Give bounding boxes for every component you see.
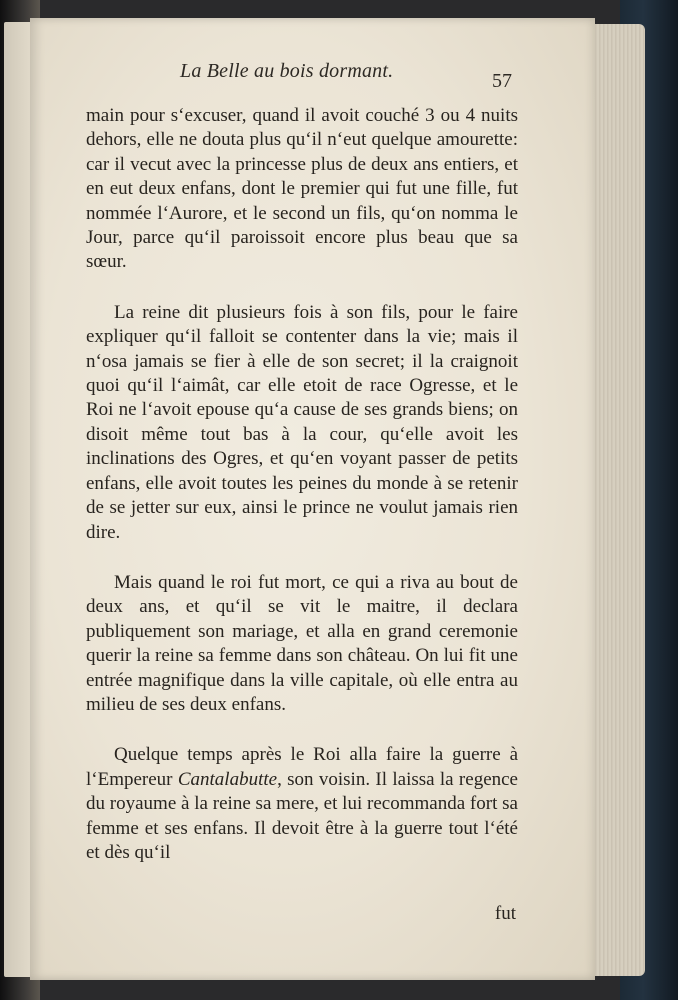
page-number: 57 bbox=[492, 70, 512, 92]
paragraph-3: Mais quand le roi fut mort, ce qui a riva au bout de deux ans, et qu‘il se vit le maitre, il declara publiquement son mariage, et alla en grand ceremonie querir la reine sa femme dans son château. On lui fit une entrée magnifique dans la ville capitale, où elle entra au milieu de ses deux enfans. bbox=[86, 571, 518, 715]
emphasis-name: Cantalabutte bbox=[177, 768, 278, 790]
page-header bbox=[180, 60, 520, 94]
paragraph-1: main pour s‘excuser, quand il avoit couché 3 ou 4 nuits dehors, elle ne douta plus qu‘il n‘eut quelque amourette: car il vecut avec la princesse plus de deux ans entiers, et en eut deux enfans, dont le premier qui fut une fille, fut nommée l‘Aurore, et le second un fils, qu‘on nomma le Jour, parce qu‘il paroissoit encore plus beau que sa sœur. bbox=[86, 105, 518, 273]
body-text bbox=[86, 104, 518, 865]
paragraph-4: Quelque temps après le Roi alla faire la guerre à l‘Empereur Cantalabutte, son voisin. Il laissa la regence du royaume à la reine sa mere, et lui recommanda fort sa femme et ses enfans. Il devoit être à la guerre tout l‘été et dès qu‘il bbox=[86, 744, 518, 863]
running-title: La Belle au bois dormant. bbox=[180, 60, 394, 82]
catchword: fut bbox=[494, 903, 516, 924]
paragraph-2: La reine dit plusieurs fois à son fils, pour le faire expliquer qu‘il falloit se contenter dans la vie; mais il n‘osa jamais se fier à elle de son secret; il la craignoit quoi qu‘il l‘aimât, car elle etoit de race Ogresse, et le Roi ne l‘avoit epouse qu‘a cause de ses grands biens; on disoit même tout bas à la cour, qu‘elle avoit les inclinations des Ogres, et qu‘en voyant passer de petits enfans, elle avoit toutes les peines du monde à se retenir de se jetter sur eux, ainsi le prince ne voulut jamais rien dire. bbox=[86, 301, 518, 543]
